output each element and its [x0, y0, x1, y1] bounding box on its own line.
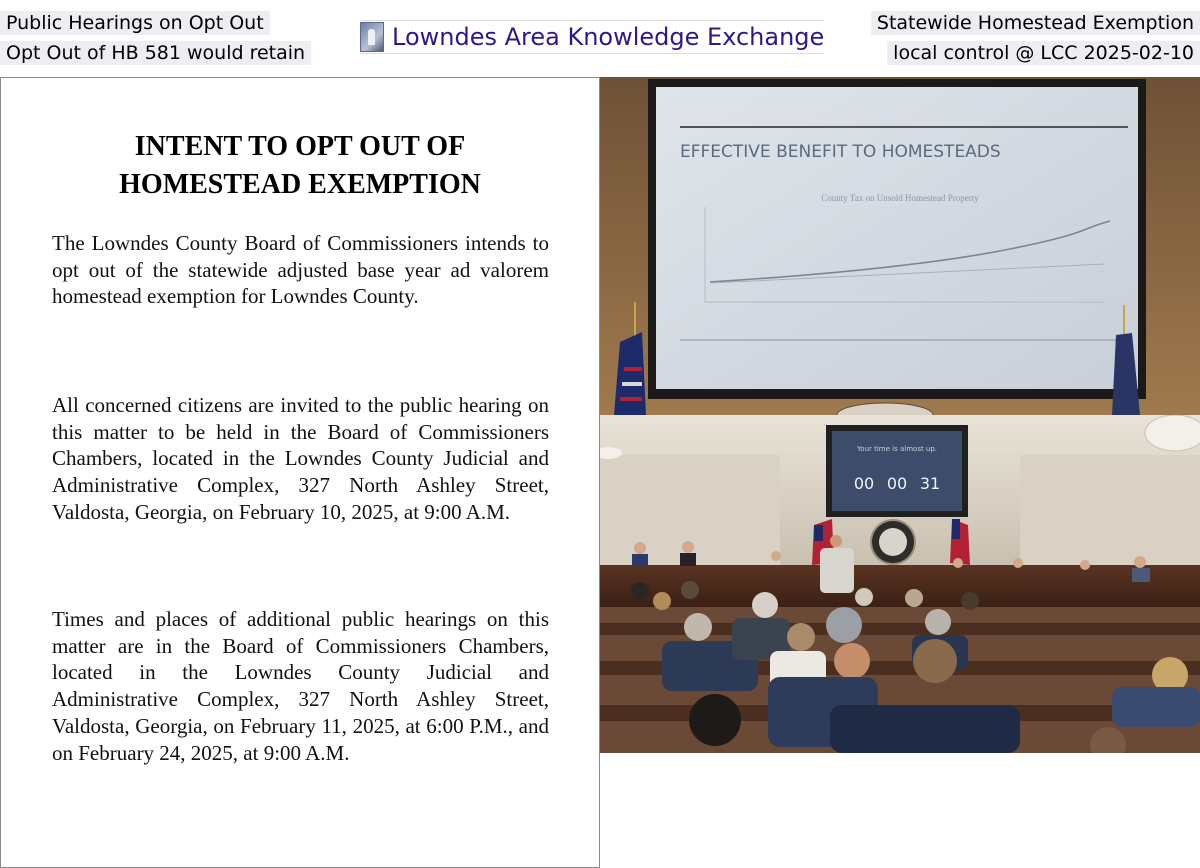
audience-member-13 [913, 639, 957, 683]
us-flag-stripe-1 [624, 367, 642, 371]
timer-caption: Your time is almost up. [856, 445, 938, 453]
lake-logo-icon [360, 22, 384, 52]
audience-member-12 [961, 592, 979, 610]
commissioner-1-body [632, 554, 648, 566]
notice-paragraph-2: All concerned citizens are invited to the public hearing on this matter to be held in the Board of Commissioners Chambers, located in the Lowndes County Judicial and Administrative Complex, 327 North Ashley Street, Valdosta, Georgia, on February 10, 2025, at 9:00 A.M. [52, 393, 549, 524]
site-name: Lowndes Area Knowledge Exchange [392, 23, 825, 51]
audience-member-3 [681, 581, 699, 599]
audience-member-11 [925, 609, 951, 635]
timer-seconds: 31 [919, 474, 941, 493]
audience-member-14 [689, 694, 741, 746]
site-title-link[interactable] [360, 20, 824, 54]
audience-member-4 [684, 613, 712, 641]
commissioner-4 [953, 558, 963, 568]
commissioner-5 [1013, 558, 1023, 568]
commissioner-3 [771, 551, 781, 561]
video-frame-chamber[interactable] [600, 415, 1200, 753]
us-flag-stripe-2 [622, 382, 642, 386]
notice-paragraph-1: The Lowndes County Board of Commissioners intends to opt out of the statewide adjusted base year ad valorem homestead exemption for Lowndes County. [52, 231, 549, 309]
slide-scene [600, 77, 1200, 415]
video-frame-slide[interactable] [600, 77, 1200, 415]
us-flag-canton [814, 525, 823, 541]
audience-member-8 [834, 643, 870, 679]
legal-notice-document [0, 77, 600, 868]
speaker-body [820, 548, 854, 593]
chart-subtitle: County Tax on Unsold Homestead Property [821, 193, 979, 203]
audience-member-1 [631, 582, 649, 600]
slide-title: EFFECTIVE BENEFIT TO HOMESTEADS [680, 142, 1001, 162]
audience-member-15-body [1112, 687, 1200, 727]
georgia-flag-canton [952, 519, 960, 539]
projection-screen [656, 87, 1138, 389]
timer-minutes: 00 [886, 474, 908, 493]
commissioner-2 [682, 541, 694, 553]
ceiling-light-icon [1145, 415, 1200, 451]
audience-member-5 [752, 592, 778, 618]
speaker-head [830, 535, 842, 547]
audience-member-9 [855, 588, 873, 606]
us-flag-stripe-3 [620, 397, 642, 401]
commissioner-7 [1134, 556, 1146, 568]
commissioner-2-body [680, 553, 696, 566]
commissioner-6 [1080, 560, 1090, 570]
top-left-caption-line2: Opt Out of HB 581 would retain [0, 41, 311, 65]
top-right-caption-line1: Statewide Homestead Exemption [871, 11, 1200, 35]
commissioner-1 [634, 542, 646, 554]
audience-member-7 [826, 607, 862, 643]
audience-member-2 [653, 592, 671, 610]
top-right-caption-line2: local control @ LCC 2025-02-10 [887, 41, 1200, 65]
timer-display [832, 431, 962, 511]
audience-member-6 [787, 623, 815, 651]
county-seal-inner [879, 528, 907, 556]
timer-hours: 00 [853, 474, 875, 493]
audience-member-10 [905, 589, 923, 607]
chamber-scene [600, 415, 1200, 753]
commissioner-7-body [1132, 568, 1150, 582]
top-left-caption-line1: Public Hearings on Opt Out [0, 11, 270, 35]
notice-paragraph-3: Times and places of additional public hearings on this matter are in the Board of Commissioners Chambers, located in the Lowndes County Judicial and Administrative Complex, 327 North Ashley Street, Valdosta, Georgia, on February 11, 2025, at 6:00 P.M., and on February 24, 2025, at 9:00 A.M. [52, 607, 549, 765]
notice-title: INTENT TO OPT OUT OF HOMESTEAD EXEMPTION [119, 131, 481, 200]
right-wall-panel [1020, 455, 1200, 565]
audience-member-13-body [830, 705, 1020, 753]
